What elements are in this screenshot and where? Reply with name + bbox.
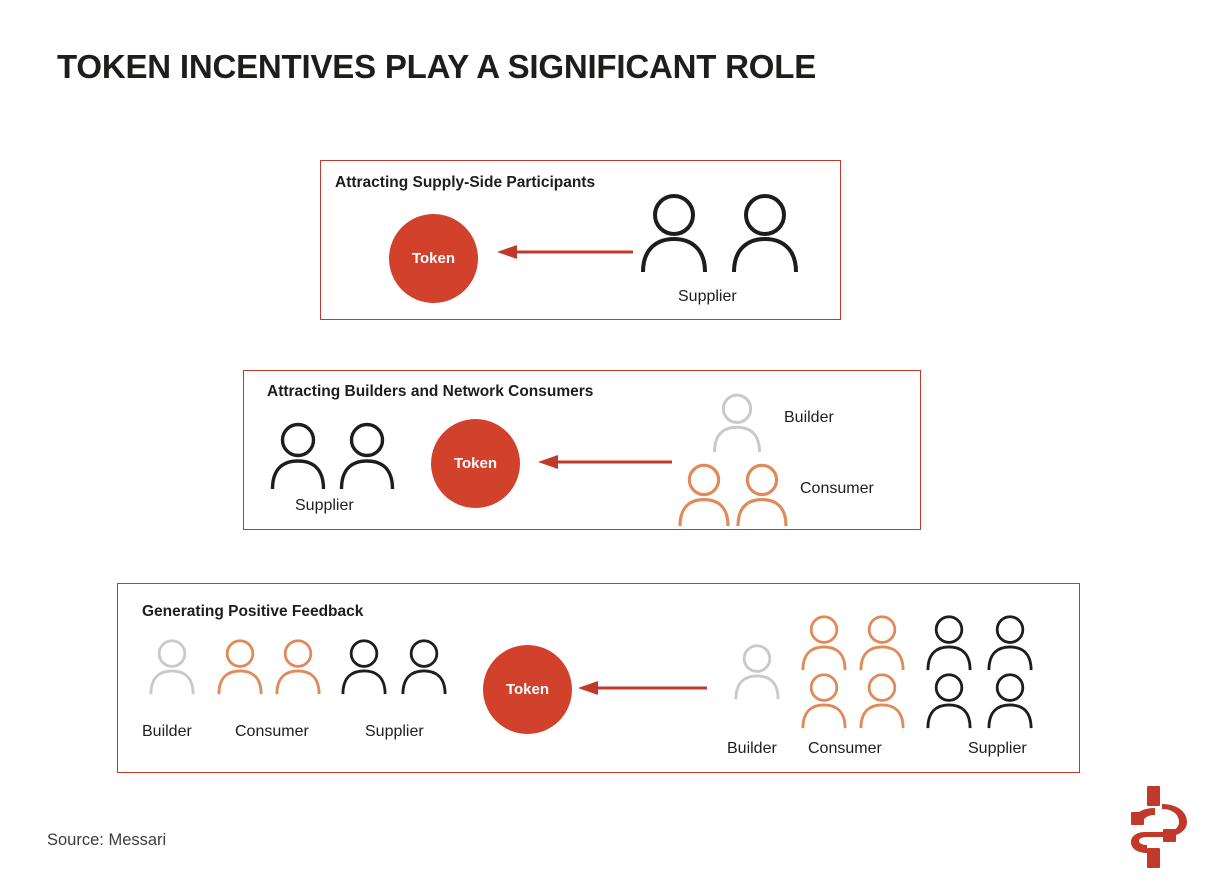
panel-3-title: Generating Positive Feedback — [142, 603, 364, 620]
person-icon — [274, 635, 322, 697]
label-builder-panel-3-left: Builder — [142, 723, 192, 740]
person-icon — [269, 421, 327, 489]
person-icon — [148, 635, 196, 697]
source-note: Source: Messari — [47, 831, 167, 849]
person-icon — [216, 635, 264, 697]
person-icon — [708, 392, 766, 452]
token-circle-3: Token — [483, 645, 572, 734]
label-consumer-panel-3-left: Consumer — [235, 723, 309, 740]
person-icon — [338, 421, 396, 489]
label-supplier-panel-3-left: Supplier — [365, 723, 424, 740]
person-icon — [730, 192, 800, 272]
person-icon — [858, 669, 906, 731]
arrow-left-icon-1 — [497, 245, 633, 259]
label-builder-panel-2: Builder — [784, 409, 834, 426]
person-icon — [986, 669, 1034, 731]
person-icon — [675, 462, 733, 526]
person-icon — [340, 635, 388, 697]
arrow-left-icon-2 — [538, 455, 672, 469]
label-builder-panel-3-right: Builder — [727, 740, 777, 757]
arrow-left-icon-3 — [578, 681, 707, 695]
label-consumer-panel-3-right: Consumer — [808, 740, 882, 757]
panel-2-title: Attracting Builders and Network Consumers — [267, 383, 594, 400]
person-icon — [925, 611, 973, 673]
person-icon — [800, 611, 848, 673]
label-supplier-panel-1: Supplier — [678, 288, 737, 305]
label-supplier-panel-2: Supplier — [295, 497, 354, 514]
label-consumer-panel-2: Consumer — [800, 480, 874, 497]
person-icon — [400, 635, 448, 697]
page-title: TOKEN INCENTIVES PLAY A SIGNIFICANT ROLE — [57, 48, 817, 85]
person-icon — [800, 669, 848, 731]
person-icon — [925, 669, 973, 731]
messari-logo-icon — [1113, 786, 1193, 868]
person-icon — [858, 611, 906, 673]
token-circle-1: Token — [389, 214, 478, 303]
token-circle-2: Token — [431, 419, 520, 508]
person-icon — [733, 640, 781, 702]
label-supplier-panel-3-right: Supplier — [968, 740, 1027, 757]
person-icon — [733, 462, 791, 526]
panel-1-title: Attracting Supply-Side Participants — [335, 174, 596, 191]
person-icon — [986, 611, 1034, 673]
person-icon — [639, 192, 709, 272]
